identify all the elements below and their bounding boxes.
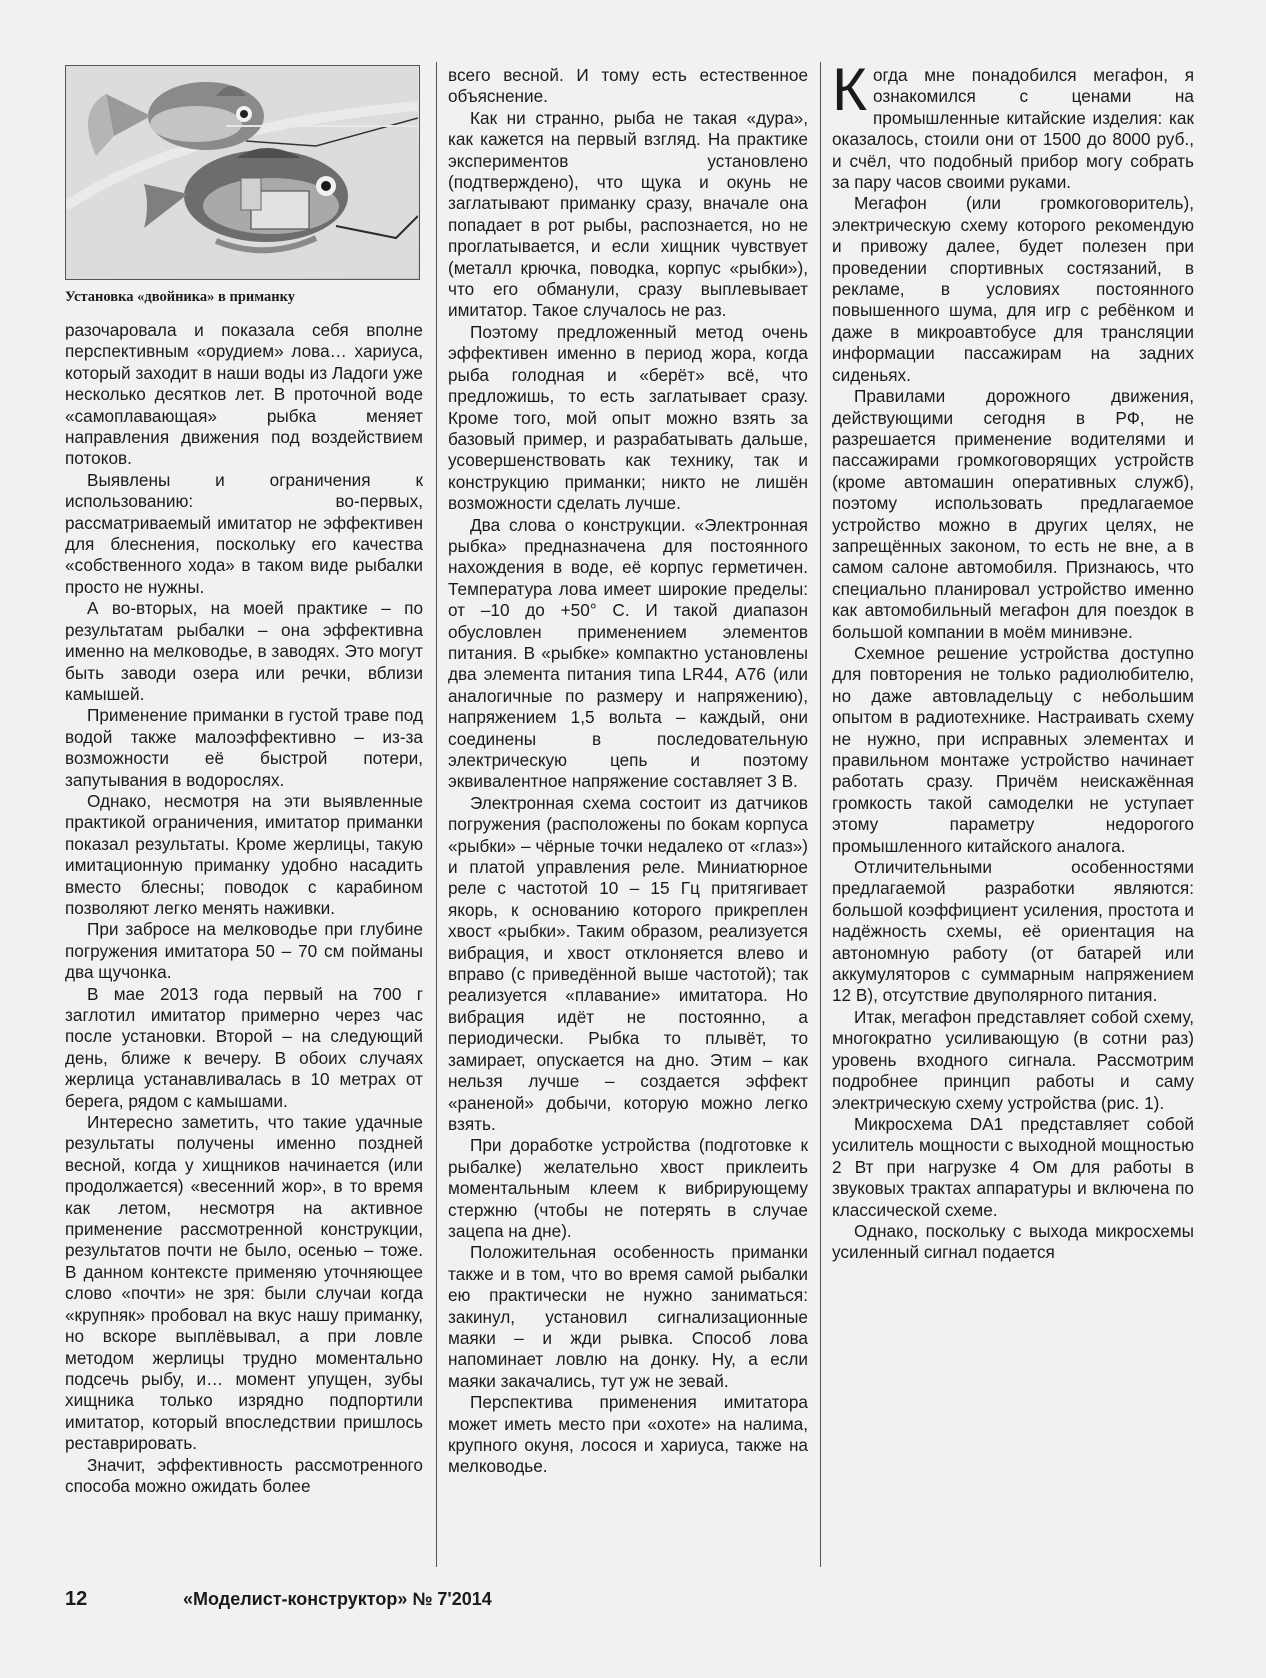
paragraph: разочаровала и показала себя вполне перспективным «орудием» лова… хариуса, который заходит в наши воды из Ладоги уже несколько десятков лет. В проточной воде «самоплавающая» рыбка меняет направления движения под воздействием потоков. — [65, 320, 423, 469]
photo-caption: Установка «двойника» в приманку — [65, 289, 296, 305]
paragraph: Значит, эффективность рассмотренного способа можно ожидать более — [65, 1454, 423, 1496]
paragraph: Мегафон (или громкоговоритель), электрическую схему которого рекомендую и привожу далее, будет полезен при проведении спортивных состязаний, в рекламе, в условиях постоянного повышенного шума, для игр с ребёнком и даже в микроавтобусе для трансляции информации пассажирам на задних сиденьях. — [832, 193, 1194, 385]
fish-lure-image — [66, 66, 418, 278]
paragraph: Интересно заметить, что такие удачные результаты получены именно поздней весной, когда у хищников начинается (или продолжается) «весенний жор», в то время как летом, несмотря на активное применение рассмотренной конструкции, результатов почти не было, осенью – тоже. В данном контексте применяю уточняющее слово «почти» не зря: были случаи когда «крупняк» пробовал на вкус нашу приманку, но вскоре выплёвывал, а при ловле методом жерлицы трудно моментально подсечь рыбу, и… момент упущен, зубы хищника только изрядно подпортили имитатор, который впоследствии пришлось реставрировать. — [65, 1112, 423, 1454]
fish-lure-photo — [65, 65, 420, 280]
column-2 — [448, 65, 808, 1478]
drop-cap: К — [832, 56, 867, 123]
paragraph: Правилами дорожного движения, действующими сегодня в РФ, не разрешается применение водителями и пассажирами громкоговорящих устройств (кроме автомашин оперативных служб), поэтому использовать предлагаемое устройство можно в других целях, не запрещённых законом, то есть не вне, а в самом салоне автомобиля. Признаюсь, что специально планировал устройство именно как автомобильный мегафон для поездок в большой компании в моём минивэне. — [832, 386, 1194, 642]
paragraph: При забросе на мелководье при глубине погружения имитатора 50 – 70 см пойманы два щучонка. — [65, 919, 423, 983]
paragraph: Схемное решение устройства доступно для повторения не только радиолюбителю, но даже автовладельцу с небольшим опытом в радиотехнике. Настраивать схему не нужно, при исправных элементах и правильном монтаже устройство начинает работать сразу. Причём неискажённая громкость такой самоделки не уступает этому параметру недорогого промышленного китайского аналога. — [832, 642, 1194, 856]
column-divider — [436, 62, 437, 1567]
paragraph: Применение приманки в густой траве под водой также малоэффективно – из-за возможности её быстрой потери, запутывания в водорослях. — [65, 705, 423, 790]
paragraph: Итак, мегафон представляет собой схему, многократно усиливающую (в сотни раз) уровень входного сигнала. Рассмотрим подробнее принцип работы и саму электрическую схему устройства (рис. 1). — [832, 1006, 1194, 1113]
paragraph: А во-вторых, на моей практике – по результатам рыбалки – она эффективна именно на мелководье, в заводях. Это могут быть заводи озера или речки, вблизи камышей. — [65, 598, 423, 704]
paragraph: Перспектива применения имитатора может иметь место при «охоте» на налима, крупного окуня, лосося и хариуса, также на мелководье. — [448, 1392, 808, 1477]
paragraph: Два слова о конструкции. «Электронная рыбка» предназначена для постоянного нахождения в воде, её корпус герметичен. Температура лова имеет широкие пределы: от –10 до +50° С. И такой диапазон обусловлен применением элементов питания. В «рыбке» компактно установлены два элемента питания типа LR44, А76 (или аналогичные по размеру и напряжению), напряжением 1,5 вольта – каждый, они соединены в последовательную электрическую цепь и поэтому эквивалентное напряжение составляет 3 В. — [448, 514, 808, 792]
column-1 — [65, 65, 423, 1497]
column-3 — [832, 56, 1194, 1264]
paragraph: Как ни странно, рыба не такая «дура», как кажется на первый взгляд. На практике экспериментов установлено (подтверждено), что щука и окунь не заглатывают приманку сразу, вначале она попадает в рот рыбы, распознается, но не проглатывается, и если хищник чувствует (металл крючка, поводка, корпус «рыбки»), что его обманули, сразу выплевывает имитатор. Такое случалось не раз. — [448, 107, 808, 321]
paragraph: В мае 2013 года первый на 700 г заглотил имитатор примерно через час после установки. Второй – на следующий день, ближе к вечеру. В обоих случаях жерлица устанавливалась в 10 метрах от берега, рядом с камышами. — [65, 983, 423, 1111]
magazine-title: «Моделист-конструктор» № 7'2014 — [183, 1589, 492, 1609]
paragraph: Электронная схема состоит из датчиков погружения (расположены по бокам корпуса «рыбки» – чёрные точки недалеко от «глаз») и платой управления реле. Миниатюрное реле с частотой 10 – 15 Гц притягивает якорь, к основанию которого прикреплен хвост «рыбки». Таким образом, реализуется вибрация, и хвост отклоняется влево и вправо (с приведённой выше частотой); так реализуется «плавание» имитатора. Но вибрация идёт не постоянно, а периодически. Рыбка то плывёт, то замирает, опускается на дно. Этим – как нельзя лучше – создается эффект «раненой» добычи, которую можно легко взять. — [448, 792, 808, 1134]
paragraph: При доработке устройства (подготовке к рыбалке) желательно хвост приклеить моментальным клеем к вибрирующему стержню (чтобы не потерять в случае зацепа на дне). — [448, 1135, 808, 1241]
page-number: 12 — [65, 1588, 88, 1610]
paragraph: Поэтому предложенный метод очень эффективен именно в период жора, когда рыба голодная и «берёт» всё, что предложишь, то есть заглатывает сразу. Кроме того, мой опыт можно взять за базовый пример, и разрабатывать дальше, усовершенствовать как технику, так и конструкцию приманки; никто не лишён возможности сделать лучше. — [448, 321, 808, 514]
paragraph: Однако, несмотря на эти выявленные практикой ограничения, имитатор приманки показал результаты. Кроме жерлицы, такую имитационную приманку удобно насадить вместо блесны; поводок с карабином позволяют легко менять наживки. — [65, 790, 423, 918]
article-lead-paragraph — [832, 56, 1194, 193]
paragraph: Микросхема DA1 представляет собой усилитель мощности с выходной мощностью 2 Вт при нагрузке 4 Ом для работы в звуковых трактах аппаратуры и включена по классической схеме. — [832, 1113, 1194, 1220]
paragraph: всего весной. И тому есть естественное объяснение. — [448, 65, 808, 107]
paragraph: Положительная особенность приманки также и в том, что во время самой рыбалки ею практически не нужно заниматься: закинул, установил сигнализационные маяки – и жди рывка. Способ лова напоминает ловлю на донку. Ну, а если маяки закачались, тут уж не зевай. — [448, 1242, 808, 1391]
paragraph: Выявлены и ограничения к использованию: во-первых, рассматриваемый имитатор не эффективен для блеснения, поскольку его качества «собственного хода» в таком виде рыбалки просто не нужны. — [65, 469, 423, 597]
paragraph: Отличительными особенностями предлагаемой разработки являются: большой коэффициент усиления, простота и надёжность схемы, её ориентация на автономную работу (от батарей или аккумуляторов с суммарным напряжением 12 В), отсутствие двуполярного питания. — [832, 857, 1194, 1006]
column-divider — [820, 62, 821, 1567]
lead-text: огда мне понадобился мегафон, я ознакомился с ценами на промышленные китайские изделия: как оказалось, стоили они от 1500 до 8000 руб., и счёл, что подобный прибор могу собрать за пару часов своими руками. — [832, 65, 1194, 193]
paragraph: Однако, поскольку с выхода микросхемы усиленный сигнал подается — [832, 1220, 1194, 1263]
